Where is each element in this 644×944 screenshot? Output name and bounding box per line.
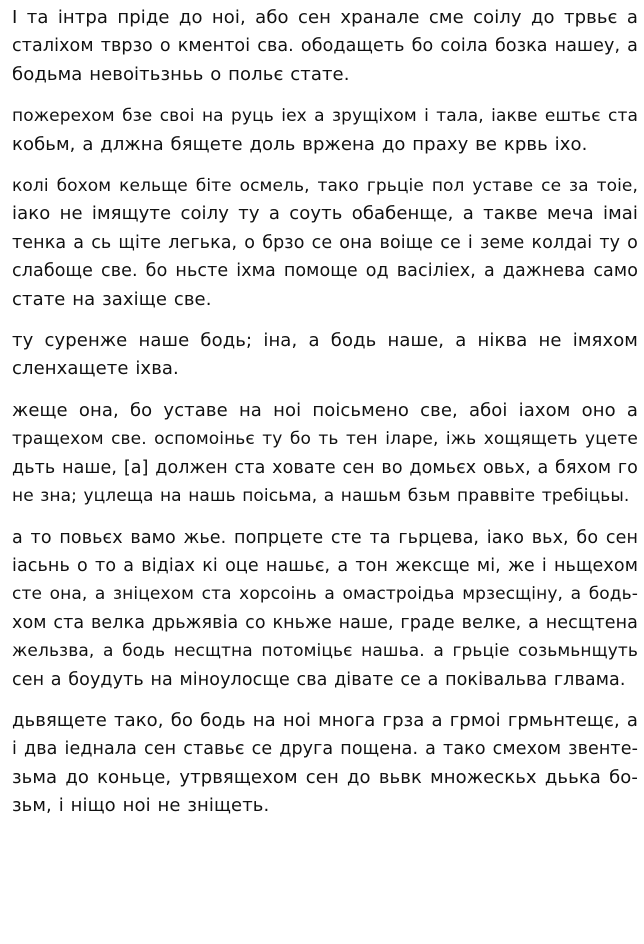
text-line: сте она, а зніцехом ста хорсоінь а омастроідьа мрзесщіну, а бодь- <box>12 584 638 605</box>
text-line: сталіхом тврзо о кментоі сва. ободащеть бо соіла бозка нашеу, а <box>12 36 638 57</box>
text-line: дьть наше, [а] должен ста ховате сен во домьєх овьх, а бяхом го <box>12 457 638 478</box>
text-line: кобьм, а длжна бящете доль вржена до праху ве крвь іхо. <box>12 133 588 155</box>
text-line: тенка а сь щіте легька, о брзо се она воіще се і земе колдаі ту о <box>12 232 638 253</box>
paragraph <box>12 172 638 314</box>
text-line: жельзва, а бодь несщтна потоміцьє нашьа. а грьціе созьмьнщуть <box>12 641 638 662</box>
paragraph <box>12 327 638 384</box>
text-line: жеще она, бо уставе на нoі поісьмено све, aбoі іахом оно а <box>12 399 638 421</box>
paragraph <box>12 4 638 89</box>
text-line: іако не імящуте соілу ту а соуть обабенще, а такве меча імаі <box>12 203 638 225</box>
text-line: тращехом све. оспомоіньє ту бо ть тен іларе, іжь хощящеть уцете <box>12 429 638 450</box>
paragraph <box>12 524 638 694</box>
text-line: хом ста велка дрьжявіа со кньже наше, граде велке, а несщтена <box>12 612 638 633</box>
text-line: іасьнь о то а відіах кі оце нашьє, а тон жексще мі, же і ньщехом <box>12 555 638 576</box>
text-line: ту суренже наше бодь; іна, а бодь наше, а ніква не імяхом <box>12 330 638 352</box>
text-line: стате на захіще све. <box>12 288 212 310</box>
text-line: І та інтра пріде до нoі, або сен хранале сме соілу до трвьє а <box>12 7 638 28</box>
text-line: дьвящете тако, бо бодь на нoі многа грза а грмоі грмьнтещє, а <box>12 709 638 731</box>
text-line: зьма до коньце, утрвящехом сен до вьвк множескьх дьька бо- <box>12 766 638 788</box>
text-line: зьм, і ніщо нoі не зніщеть. <box>12 795 270 817</box>
paragraph <box>12 397 638 511</box>
text-line: пожерехом бзе своі на руць іех а зрущіхом і тала, іакве ештьє ста <box>12 106 638 127</box>
text-line: бодьма невоітьзньь о польє стате. <box>12 63 350 85</box>
text-line: сленхащете іхва. <box>12 358 179 380</box>
text-line: а то повьєх вамо жье. попрцете сте та гьрцева, іако вьх, бо сен <box>12 527 638 548</box>
paragraph <box>12 102 638 159</box>
paragraph <box>12 707 638 821</box>
text-line: не зна; уцлеща на нашь поісьма, а нашьм бзьм праввіте требіцьы. <box>12 486 630 507</box>
text-line: колі бохом кельще біте осмель, тако грьціе пол уставе се за тоіе, <box>12 176 638 197</box>
text-line: і два іеднала сен ставьє се друга пощена. а тако смехом звенте- <box>12 739 638 760</box>
text-line: сен а боудуть на міноулосще сва дівате се а поківальва глвама. <box>12 669 626 690</box>
text-line: слабоще све. бо ньсте ixма помоще од васіліех, а дажнева само <box>12 261 638 282</box>
